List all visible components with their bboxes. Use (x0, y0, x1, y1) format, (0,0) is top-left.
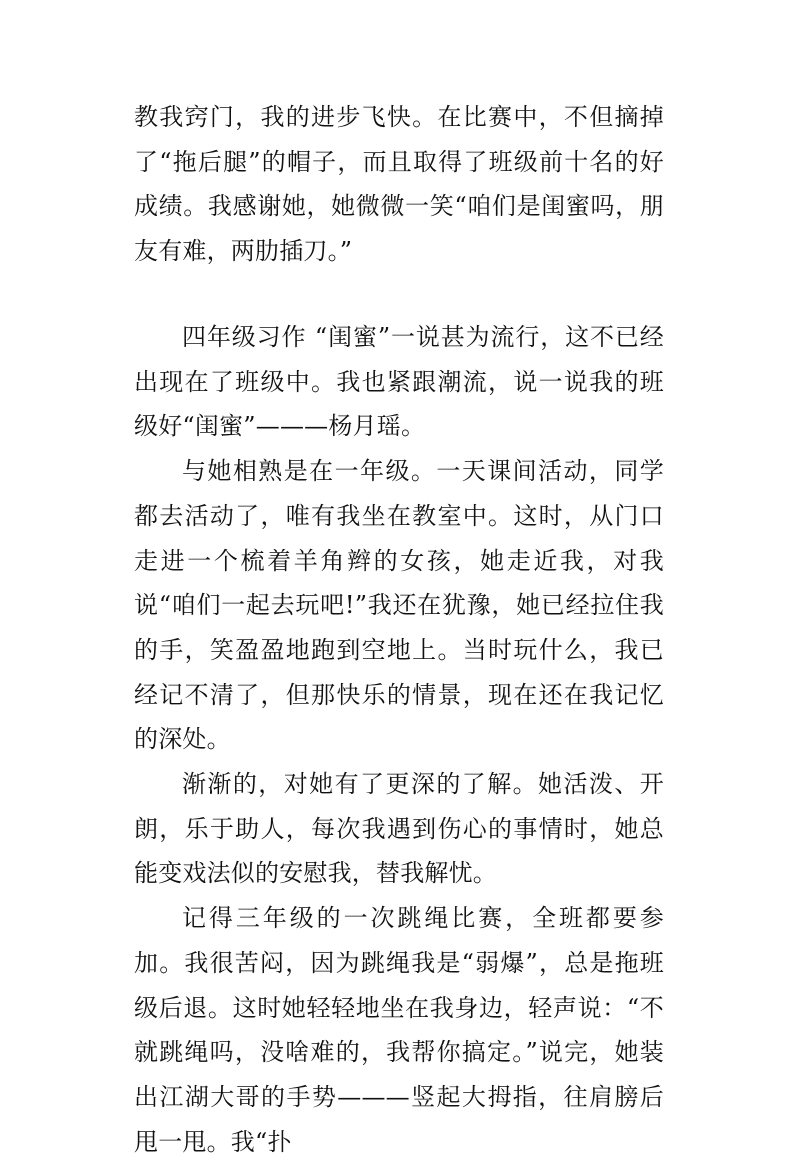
essay-paragraph-intro: 四年级习作 “闺蜜”一说甚为流行，这不已经出现在了班级中。我也紧跟潮流，说一说我的班级好“闺蜜”———杨月瑶。 (134, 323, 664, 441)
essay-paragraph-first-meeting: 与她相熟是在一年级。一天课间活动，同学都去活动了，唯有我坐在教室中。这时，从门口走进一个梳着羊角辫的女孩，她走近我，对我说“咱们一起去玩吧!”我还在犹豫，她已经拉住我的手，笑盈盈地跑到空地上。当时玩什么，我已经记不清了，但那快乐的情景，现在还在我记忆的深处。 (134, 457, 664, 754)
essay-body (134, 315, 664, 1164)
continuation-paragraph: 教我窍门，我的进步飞快。在比赛中，不但摘掉了“拖后腿”的帽子，而且取得了班级前十名的好成绩。我感谢她，她微微一笑“咱们是闺蜜吗，朋友有难，两肋插刀。” (134, 103, 664, 266)
continuation-section (134, 95, 664, 274)
essay-paragraph-jump-rope: 记得三年级的一次跳绳比赛，全班都要参加。我很苦闷，因为跳绳我是“弱爆”，总是拖班级后退。这时她轻轻地坐在我身边，轻声说：“不就跳绳吗，没啥难的，我帮你搞定。”说完，她装出江湖大哥的手势———竖起大拇指，往肩膀后甩一甩。我“扑 (134, 904, 664, 1156)
essay-paragraph-personality: 渐渐的，对她有了更深的了解。她活泼、开朗，乐于助人，每次我遇到伤心的事情时，她总能变戏法似的安慰我，替我解忧。 (134, 770, 664, 888)
